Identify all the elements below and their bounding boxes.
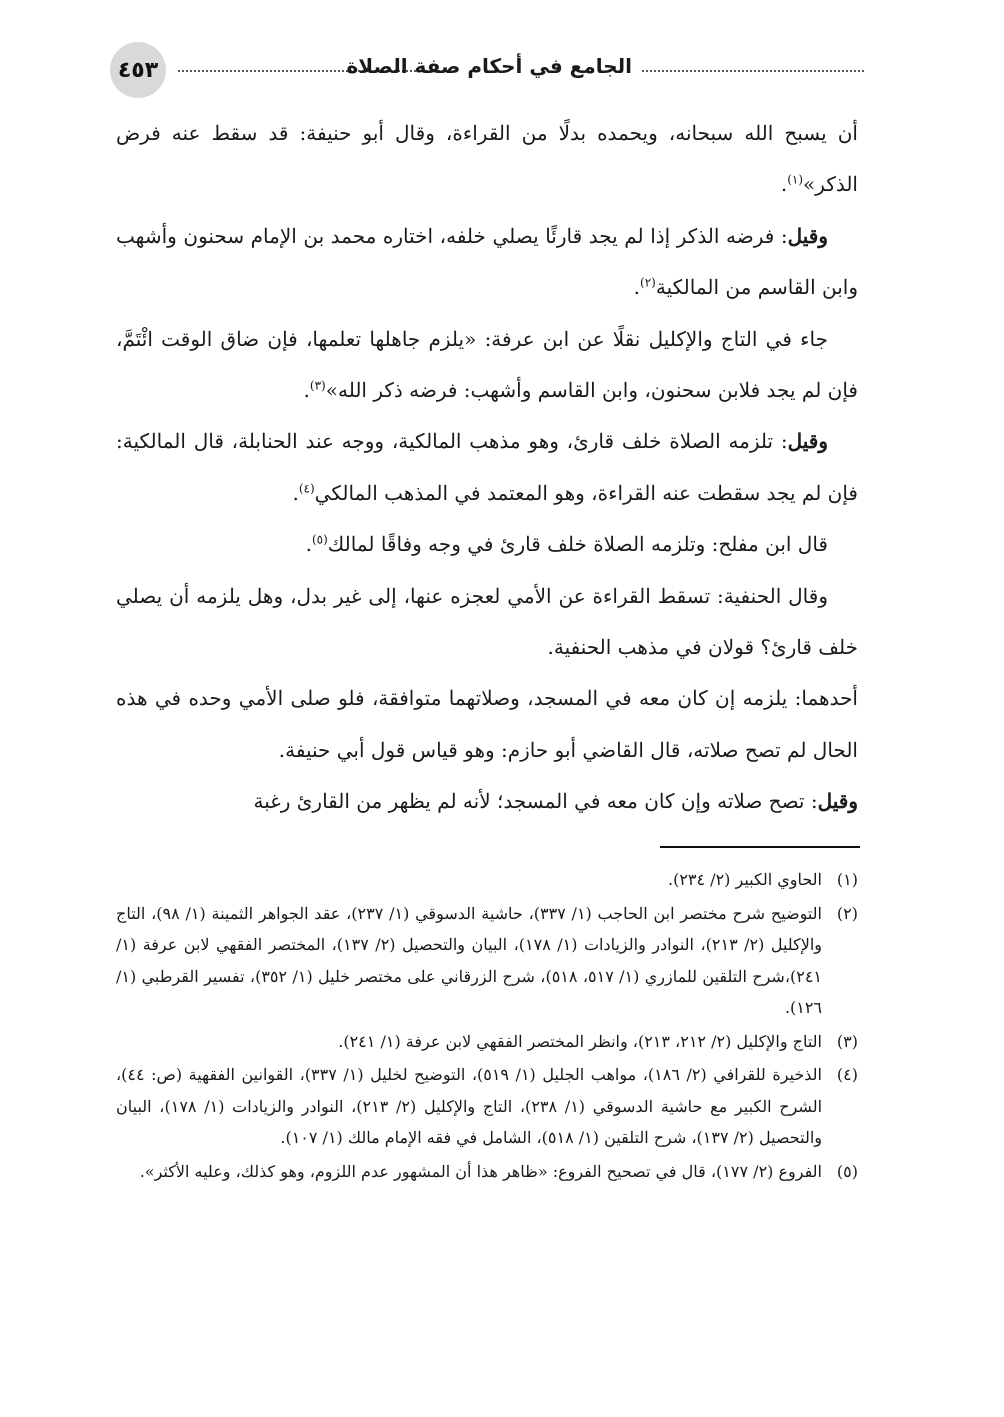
paragraph: جاء في التاج والإكليل نقلًا عن ابن عرفة: «يلزم جاهلها تعلمها، فإن ضاق الوقت ائْتَمَّ، فإن لم يجد فلابن سحنون، وابن القاسم وأشهب: فرضه ذكر الله»$^{(٣)}$. xyxy=(116,326,858,403)
footnote xyxy=(116,1059,858,1154)
footnote-text: الحاوي الكبير (٢/ ٢٣٤). xyxy=(667,870,822,889)
paragraph: وقيل: فرضه الذكر إذا لم يجد قارئًا يصلي خلفه، اختاره محمد بن الإمام سحنون وأشهب وابن القاسم من المالكية$^{(٢)}$. xyxy=(116,223,858,300)
footnote-text: الذخيرة للقرافي (٢/ ١٨٦)، مواهب الجليل (١/ ٥١٩)، التوضيح لخليل (١/ ٣٣٧)، القوانين الفقهية (ص: ٤٤)، الشرح الكبير مع حاشية الدسوقي (١/ ٢٣٨)، التاج والإكليل (٢/ ٢١٣)، النوادر والزيادات (١/ ١٧٨)، البيان والتحصيل (٢/ ١٣٧)، شرح التلقين (١/ ٥١٨)، الشامل في فقه الإمام مالك (١/ ١٠٧). xyxy=(116,1065,823,1147)
paragraph: قال ابن مفلح: وتلزمه الصلاة خلف قارئ في وجه وفاقًا لمالك$^{(٥)}$. xyxy=(305,532,828,557)
footnote-divider xyxy=(660,846,860,848)
footnote-ref[interactable]: (٢) xyxy=(640,275,656,290)
footnote-number: (٥) xyxy=(836,1161,858,1181)
footnote-ref[interactable]: (١) xyxy=(787,172,804,187)
footnote-number: (١) xyxy=(836,870,858,889)
footnote-text: الفروع (٢/ ١٧٧)، قال في تصحيح الفروع: «ظاهر هذا أن المشهور عدم اللزوم، وهو كذلك، وعليه الأكثر». xyxy=(139,1161,822,1181)
footnote-number: (٢) xyxy=(836,903,858,923)
paragraph: وقيل: تصح صلاته وإن كان معه في المسجد؛ لأنه لم يظهر من القارئ رغبة xyxy=(253,789,858,814)
page-number-badge: ٤٥٣ xyxy=(110,42,166,98)
main-text xyxy=(116,108,858,828)
paragraph: وقيل: تلزمه الصلاة خلف قارئ، وهو مذهب المالكية، ووجه عند الحنابلة، قال المالكية: فإن لم يجد سقطت عنه القراءة، وهو المعتمد في المذهب المالكي$^{(٤)}$. xyxy=(116,429,858,505)
running-header xyxy=(104,42,864,98)
footnote-number: (٤) xyxy=(836,1065,858,1084)
paragraph: وقال الحنفية: تسقط القراءة عن الأمي لعجزه عنها، إلى غير بدل، وهل يلزمه أن يصلي خلف قارئ؟ قولان في مذهب الحنفية. xyxy=(116,583,858,660)
footnote xyxy=(116,1026,858,1058)
footnote-ref[interactable]: (٣) xyxy=(309,378,326,393)
paragraph: أن يسبح الله سبحانه، ويحمده بدلًا من القراءة، وقال أبو حنيفة: قد سقط عنه فرض الذكر»$^{(١)}$. xyxy=(116,121,858,197)
header-dotted-leader xyxy=(642,70,864,72)
footnote xyxy=(116,864,858,896)
footnote-ref[interactable]: (٥) xyxy=(311,532,328,547)
paragraph: أحدهما: يلزمه إن كان معه في المسجد، وصلاتهما متوافقة، فلو صلى الأمي وحده في هذه الحال لم تصح صلاته، قال القاضي أبو حازم: وهو قياس قول أبي حنيفة. xyxy=(116,686,858,762)
footnote-number: (٣) xyxy=(836,1031,858,1051)
footnote-ref[interactable]: (٤) xyxy=(298,481,315,496)
footnote-text: التاج والإكليل (٢/ ٢١٢، ٢١٣)، وانظر المختصر الفقهي لابن عرفة (١/ ٢٤١). xyxy=(338,1031,822,1051)
footnotes xyxy=(116,864,858,1189)
footnote xyxy=(116,898,858,1024)
footnote-text: التوضيح شرح مختصر ابن الحاجب (١/ ٣٣٧)، حاشية الدسوقي (١/ ٢٣٧)، عقد الجواهر الثمينة (١/ ٩٨)، التاج والإكليل (٢/ ٢١٣)، النوادر والزيادات (١/ ١٧٨)، البيان والتحصيل (٢/ ١٣٧)، المختصر الفقهي لابن عرفة (١/ ٢٤١)،شرح التلقين للمازري (١/ ٥١٧، ٥١٨)، شرح الزرقاني على مختصر خليل (١/ ٣٥٢)، تفسير القرطبي (١/ ١٢٦). xyxy=(116,903,823,1017)
footnote xyxy=(116,1156,858,1188)
book-title: الجامع في أحكام صفة الصلاة xyxy=(346,54,632,78)
